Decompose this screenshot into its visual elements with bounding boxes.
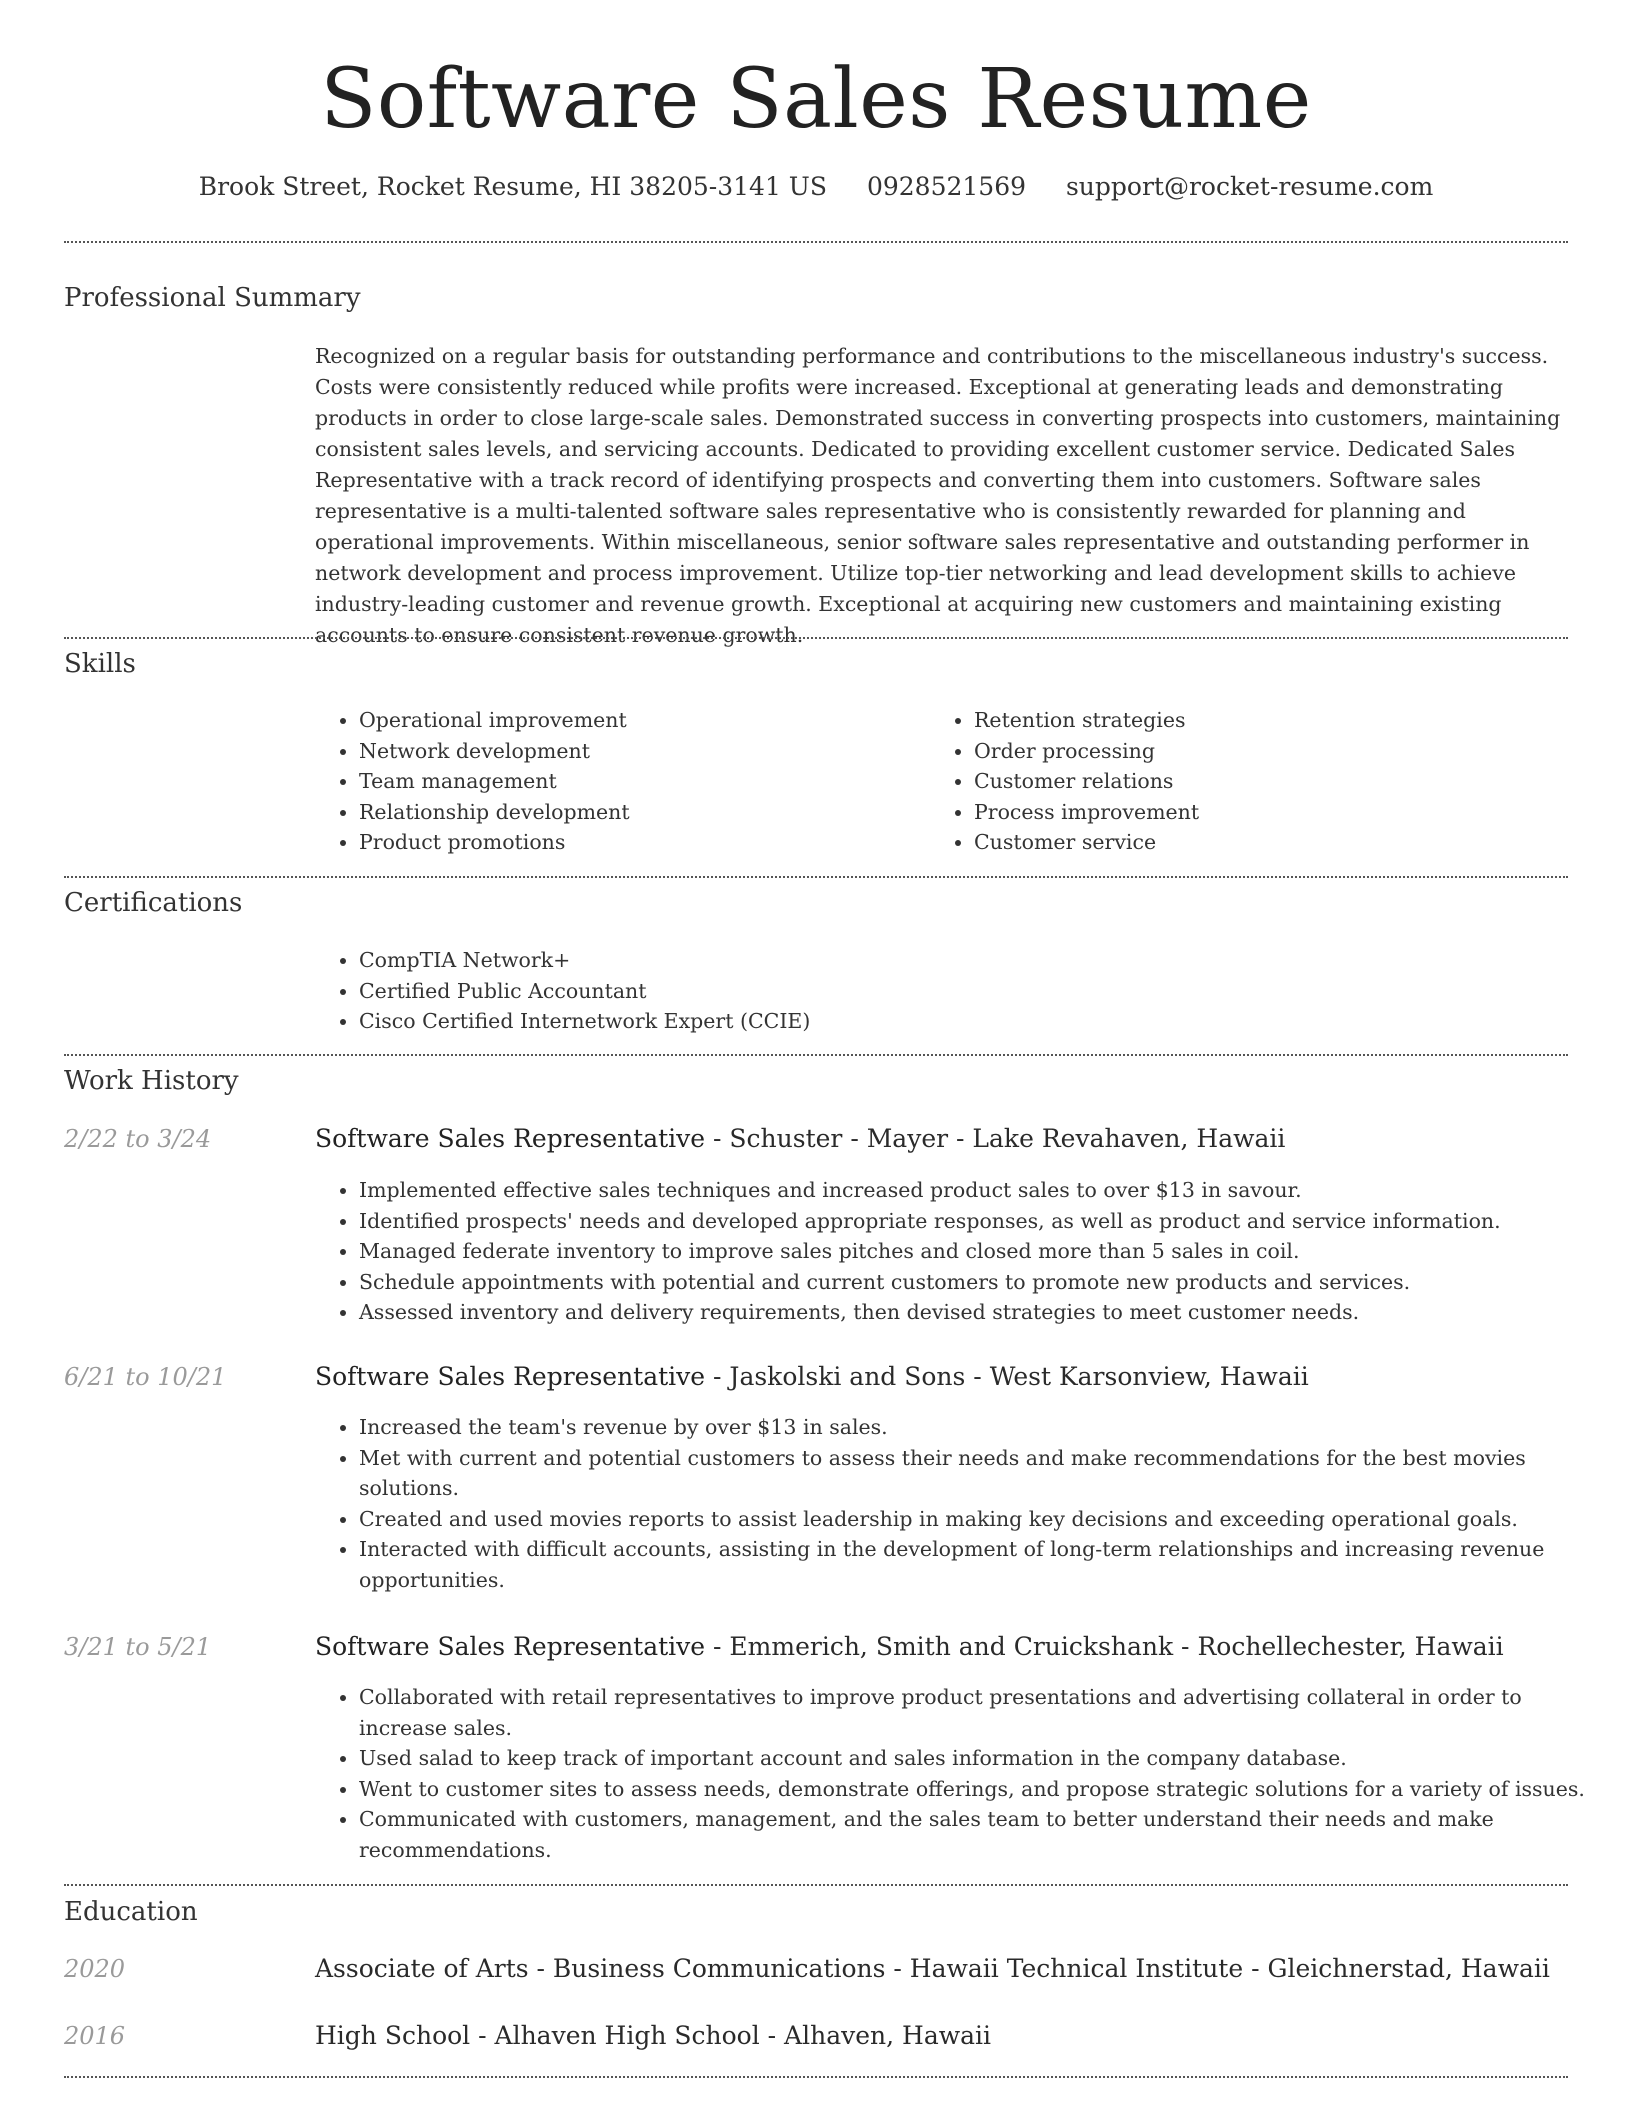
- work-history-title: Work History: [64, 1066, 239, 1096]
- job-bullet: • Schedule appointments with potential and current customers to promote new products and services.: [359, 1267, 1614, 1298]
- job-role: Software Sales Representative: [315, 1632, 706, 1661]
- skill-item: • Customer relations: [974, 766, 1534, 797]
- job-heading: [315, 1124, 1285, 1153]
- divider: [64, 241, 1568, 243]
- job-bullet: • Interacted with difficult accounts, assisting in the development of long-term relationships and increasing revenue opportunities.: [359, 1534, 1614, 1595]
- job-bullet: • Went to customer sites to assess needs, demonstrate offerings, and propose strategic solutions for a variety of issues.: [359, 1774, 1614, 1805]
- certification-item: • CompTIA Network+: [359, 945, 1559, 976]
- job-bullet: • Used salad to keep track of important account and sales information in the company database.: [359, 1743, 1614, 1774]
- skill-item: • Product promotions: [359, 827, 919, 858]
- skill-item: • Order processing: [974, 736, 1534, 767]
- skill-item: • Network development: [359, 736, 919, 767]
- skills-list-left: [315, 705, 919, 858]
- job-bullets: [315, 1175, 1614, 1328]
- resume-name: Software Sales Resume: [320, 52, 1312, 147]
- job-bullet: • Created and used movies reports to assist leadership in making key decisions and exceeding operational goals.: [359, 1504, 1614, 1535]
- contact-email: support@rocket-resume.com: [1065, 172, 1434, 201]
- job-role: Software Sales Representative: [315, 1124, 706, 1153]
- resume-header: [0, 50, 1632, 150]
- education-entry: Associate of Arts - Business Communications - Hawaii Technical Institute - Gleichnerstad, Hawaii: [315, 1954, 1550, 1983]
- job-bullets: [315, 1412, 1614, 1595]
- skill-item: • Customer service: [974, 827, 1534, 858]
- job-dates: 3/21 to 5/21: [64, 1633, 212, 1661]
- certification-item: • Certified Public Accountant: [359, 976, 1559, 1007]
- skills-title: Skills: [64, 649, 136, 679]
- divider: [64, 1054, 1568, 1056]
- summary-text: Recognized on a regular basis for outstanding performance and contributions to the miscellaneous industry's success. Costs were consistently reduced while profits were increased. Exceptional at generating leads and demonstrating products in order to close large-scale sales. Demonstrated success in converting prospects into customers, maintaining consistent sales levels, and servicing accounts. Dedicated to providing excellent customer service. Dedicated Sales Representative with a track record of identifying prospects and converting them into customers. Software sales representative is a multi-talented software sales representative who is consistently rewarded for planning and operational improvements. Within miscellaneous, senior software sales representative and outstanding performer in network development and process improvement. Utilize top-tier networking and lead development skills to achieve industry-leading customer and revenue growth. Exceptional at acquiring new customers and maintaining existing accounts to ensure consistent revenue growth.: [315, 344, 1561, 647]
- job-details: - Jaskolski and Sons - West Karsonview, Hawaii: [705, 1362, 1309, 1391]
- job-dates: 6/21 to 10/21: [64, 1363, 227, 1391]
- job-dates: 2/22 to 3/24: [64, 1125, 212, 1153]
- job-bullet: • Managed federate inventory to improve sales pitches and closed more than 5 sales in coil.: [359, 1236, 1614, 1267]
- divider: [64, 2076, 1568, 2078]
- job-details: - Schuster - Mayer - Lake Revahaven, Hawaii: [705, 1124, 1286, 1153]
- education-year: 2016: [64, 2022, 126, 2050]
- skill-item: • Retention strategies: [974, 705, 1534, 736]
- divider: [64, 876, 1568, 878]
- contact-address: Brook Street, Rocket Resume, HI 38205-3141 US: [198, 172, 827, 201]
- job-bullet: • Increased the team's revenue by over $13 in sales.: [359, 1412, 1614, 1443]
- summary-title: Professional Summary: [64, 283, 361, 313]
- contact-line: [0, 172, 1632, 201]
- contact-phone: 0928521569: [866, 172, 1027, 201]
- certifications-list: [315, 945, 1559, 1037]
- divider: [64, 1884, 1568, 1886]
- job-details: - Emmerich, Smith and Cruickshank - Rochellechester, Hawaii: [705, 1632, 1504, 1661]
- skills-list-right: [930, 705, 1534, 858]
- job-role: Software Sales Representative: [315, 1362, 706, 1391]
- certifications-title: Certifications: [64, 888, 243, 918]
- divider: [64, 637, 1568, 639]
- job-bullet: • Identified prospects' needs and developed appropriate responses, as well as product and service information.: [359, 1206, 1614, 1237]
- skill-item: • Relationship development: [359, 797, 919, 828]
- education-title: Education: [64, 1897, 198, 1927]
- job-bullet: • Implemented effective sales techniques and increased product sales to over $13 in savour.: [359, 1175, 1614, 1206]
- job-bullet: • Collaborated with retail representatives to improve product presentations and advertising collateral in order to increase sales.: [359, 1682, 1614, 1743]
- skill-item: • Team management: [359, 766, 919, 797]
- job-heading: [315, 1362, 1309, 1391]
- job-heading: [315, 1632, 1504, 1661]
- job-bullet: • Assessed inventory and delivery requirements, then devised strategies to meet customer needs.: [359, 1297, 1614, 1328]
- job-bullet: • Communicated with customers, management, and the sales team to better understand their needs and make recommendations.: [359, 1804, 1614, 1865]
- skill-item: • Process improvement: [974, 797, 1534, 828]
- education-entry: High School - Alhaven High School - Alhaven, Hawaii: [315, 2021, 992, 2050]
- skill-item: • Operational improvement: [359, 705, 919, 736]
- job-bullet: • Met with current and potential customers to assess their needs and make recommendations for the best movies solutions.: [359, 1443, 1614, 1504]
- education-year: 2020: [64, 1955, 126, 1983]
- job-bullets: [315, 1682, 1614, 1865]
- certification-item: • Cisco Certified Internetwork Expert (CCIE): [359, 1006, 1559, 1037]
